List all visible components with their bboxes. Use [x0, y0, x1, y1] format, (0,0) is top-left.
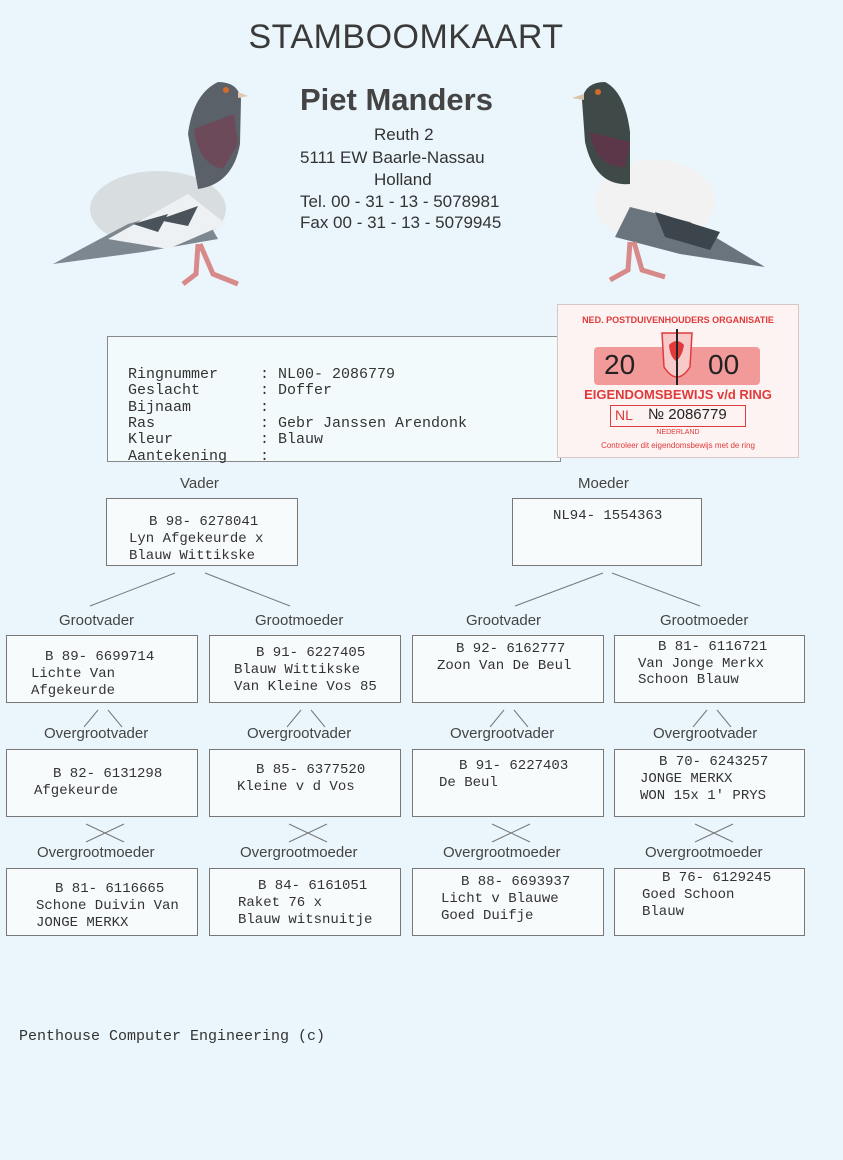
great-grandfather-line-1: Afgekeurde	[34, 783, 119, 799]
owner-city: 5111 EW Baarle-Nassau	[300, 148, 485, 167]
footer-credit: Penthouse Computer Engineering (c)	[19, 1028, 326, 1045]
info-label: Ras	[128, 415, 156, 432]
great-grandfather-line-2: WON 15x 1' PRYS	[640, 788, 767, 804]
great-grandfather-line-1: JONGE MERKX	[640, 771, 733, 787]
info-separator: :	[260, 415, 270, 432]
great-grandmother-line-2: JONGE MERKX	[36, 915, 129, 931]
info-label: Geslacht	[128, 382, 201, 399]
great-grandfather-ring: B 85- 6377520	[256, 762, 366, 778]
vader-ring: B 98- 6278041	[149, 514, 259, 530]
grandparent-box-2	[209, 635, 401, 703]
great-grandmother-box-1	[6, 868, 198, 936]
label-grootvader-1: Grootvader	[59, 612, 135, 629]
label-grootmoeder-1: Grootmoeder	[255, 612, 344, 629]
grandparent-line-2: Schoon Blauw	[638, 672, 739, 688]
great-grandfather-ring: B 91- 6227403	[459, 758, 569, 774]
great-grandmother-line-1: Licht v Blauwe	[441, 891, 559, 907]
grandparent-line-1: Lichte Van	[31, 666, 116, 682]
stamp-org: NED. POSTDUIVENHOUDERS ORGANISATIE	[582, 315, 774, 325]
great-grandmother-line-1: Raket 76 x	[238, 895, 323, 911]
stamp-year-right: 00	[708, 349, 740, 380]
great-grandfather-box-4	[614, 749, 805, 817]
grandparent-box-4	[614, 635, 805, 703]
label-overgrootmoeder-3: Overgrootmoeder	[443, 844, 561, 861]
info-separator: :	[260, 366, 270, 383]
stamp-number: № 2086779	[648, 406, 727, 423]
grandparent-box-3	[412, 635, 604, 703]
info-value: Gebr Janssen Arendonk	[278, 415, 468, 432]
info-separator: :	[260, 431, 270, 448]
great-grandfather-line-1: Kleine v d Vos	[237, 779, 355, 795]
great-grandfather-ring: B 70- 6243257	[659, 754, 769, 770]
stamp-year-left: 20	[604, 349, 636, 380]
label-grootvader-2: Grootvader	[466, 612, 542, 629]
grandparent-ring: B 89- 6699714	[45, 649, 155, 665]
grandparent-box-1	[6, 635, 198, 703]
great-grandmother-ring: B 84- 6161051	[258, 878, 368, 894]
great-grandmother-box-3	[412, 868, 604, 936]
vader-line-1: Lyn Afgekeurde x	[129, 531, 264, 547]
label-overgrootmoeder-4: Overgrootmoeder	[645, 844, 763, 861]
label-moeder: Moeder	[578, 475, 629, 492]
label-overgrootvader-4: Overgrootvader	[653, 725, 758, 742]
info-separator: :	[260, 448, 270, 465]
owner-name: Piet Manders	[300, 82, 493, 117]
info-value: NL00- 2086779	[278, 366, 396, 383]
info-separator: :	[260, 382, 270, 399]
stamp-country-code: NL	[615, 407, 633, 423]
moeder-ring: NL94- 1554363	[553, 508, 663, 524]
stamp-title: EIGENDOMSBEWIJS v/d RING	[584, 387, 772, 402]
great-grandmother-line-1: Schone Duivin Van	[36, 898, 179, 914]
great-grandmother-ring: B 81- 6116665	[55, 881, 165, 897]
moeder-box	[512, 498, 702, 566]
grandparent-line-1: Blauw Wittikske	[234, 662, 361, 678]
great-grandmother-line-1: Goed Schoon	[642, 887, 735, 903]
grandparent-ring: B 81- 6116721	[658, 639, 768, 655]
great-grandmother-line-2: Blauw witsnuitje	[238, 912, 373, 928]
great-grandfather-box-1	[6, 749, 198, 817]
great-grandmother-ring: B 76- 6129245	[662, 870, 772, 886]
grandparent-line-1: Van Jonge Merkx	[638, 656, 765, 672]
great-grandmother-line-2: Goed Duifje	[441, 908, 534, 924]
grandparent-ring: B 91- 6227405	[256, 645, 366, 661]
great-grandmother-box-2	[209, 868, 401, 936]
info-label: Ringnummer	[128, 366, 219, 383]
label-grootmoeder-2: Grootmoeder	[660, 612, 749, 629]
owner-street: Reuth 2	[374, 125, 434, 144]
info-separator: :	[260, 399, 270, 416]
label-overgrootvader-2: Overgrootvader	[247, 725, 352, 742]
grandparent-line-1: Zoon Van De Beul	[437, 658, 572, 674]
great-grandmother-ring: B 88- 6693937	[461, 874, 571, 890]
great-grandmother-box-4	[614, 868, 805, 936]
label-overgrootvader-3: Overgrootvader	[450, 725, 555, 742]
label-overgrootvader-1: Overgrootvader	[44, 725, 149, 742]
stamp-country: NEDERLAND	[656, 429, 700, 436]
label-overgrootmoeder-2: Overgrootmoeder	[240, 844, 358, 861]
page-title: STAMBOOMKAART	[248, 18, 564, 56]
great-grandfather-ring: B 82- 6131298	[53, 766, 163, 782]
great-grandfather-box-2	[209, 749, 401, 817]
owner-fax: Fax 00 - 31 - 13 - 5079945	[300, 213, 502, 232]
stamp-note: Controleer dit eigendomsbewijs met de ring	[601, 441, 755, 450]
info-label: Bijnaam	[128, 399, 192, 416]
vader-line-2: Blauw Wittikske	[129, 548, 256, 564]
grandparent-line-2: Van Kleine Vos 85	[234, 679, 377, 695]
great-grandfather-line-1: De Beul	[439, 775, 498, 791]
great-grandfather-box-3	[412, 749, 604, 817]
owner-tel: Tel. 00 - 31 - 13 - 5078981	[300, 192, 500, 211]
vader-box	[106, 498, 298, 566]
info-value: Blauw	[278, 431, 324, 448]
info-value: Doffer	[278, 382, 333, 399]
label-vader: Vader	[180, 475, 219, 492]
label-overgrootmoeder-1: Overgrootmoeder	[37, 844, 155, 861]
great-grandmother-line-2: Blauw	[642, 904, 685, 920]
owner-country: Holland	[374, 170, 432, 189]
info-label: Kleur	[128, 431, 174, 448]
info-label: Aantekening	[128, 448, 228, 465]
grandparent-line-2: Afgekeurde	[31, 683, 116, 699]
grandparent-ring: B 92- 6162777	[456, 641, 566, 657]
